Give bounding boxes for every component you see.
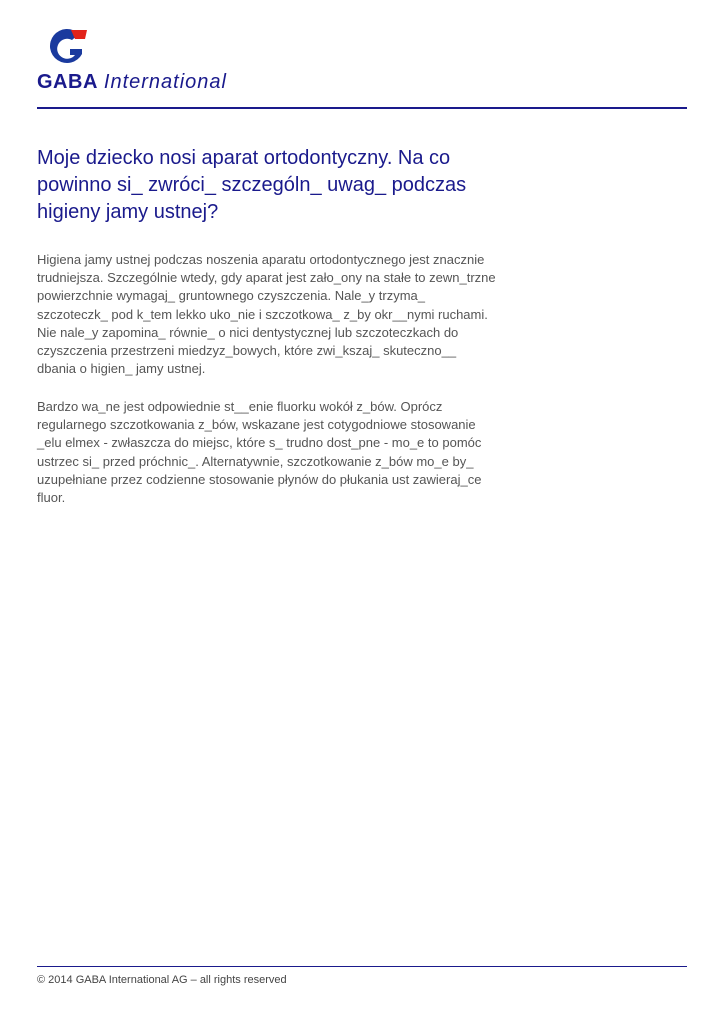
article-title: Moje dziecko nosi aparat ortodontyczny. Na co powinno si_ zwróci_ szczególn_ uwag_ podczas higieny jamy ustnej? [37,147,467,223]
footer-copyright: © 2014 GABA International AG – all rights reserved [37,974,287,986]
article-paragraph: Bardzo wa_ne jest odpowiednie st__enie fluorku wokół z_bów. Oprócz regularnego szczotkowania z_bów, wskazane jest cotygodniowe stosowanie _elu elmex - zwłaszcza do miejsc, które s_ trudno dost_pne - mo_e to pomóc ustrzec si_ przed próchnic_. Alternatywnie, szczotkowanie z_bów mo_e by_ uzupełniane przez codzienne stosowanie płynów do płukania ust zawieraj_ce fluor. [37,399,482,506]
article-paragraph: Higiena jamy ustnej podczas noszenia aparatu ortodontycznego jest znacznie trudniejsza. Szczególnie wtedy, gdy aparat jest zało_ony na stałe to zewn_trzne powierzchnie wymagaj_ gruntownego czyszczenia. Nale_y trzyma_ szczoteczk_ pod k_tem lekko uko_nie i szczotkowa_ z_by okr__nymi ruchami. Nie nale_y zapomina_ równie_ o nici dentystycznej lub szczoteczkach do czyszczenia przestrzeni miedzyz_bowych, które zwi_kszaj_ skuteczno__ dbania o higien_ jamy ustnej. [37,252,496,377]
logo-brand-bold: GABA [37,71,98,93]
gaba-g-logo-icon [49,28,89,70]
logo-brand-light: International [103,71,227,93]
header-divider [37,107,687,109]
gaba-logo [37,28,297,98]
footer-divider [37,966,687,967]
logo-wordmark [37,70,227,94]
